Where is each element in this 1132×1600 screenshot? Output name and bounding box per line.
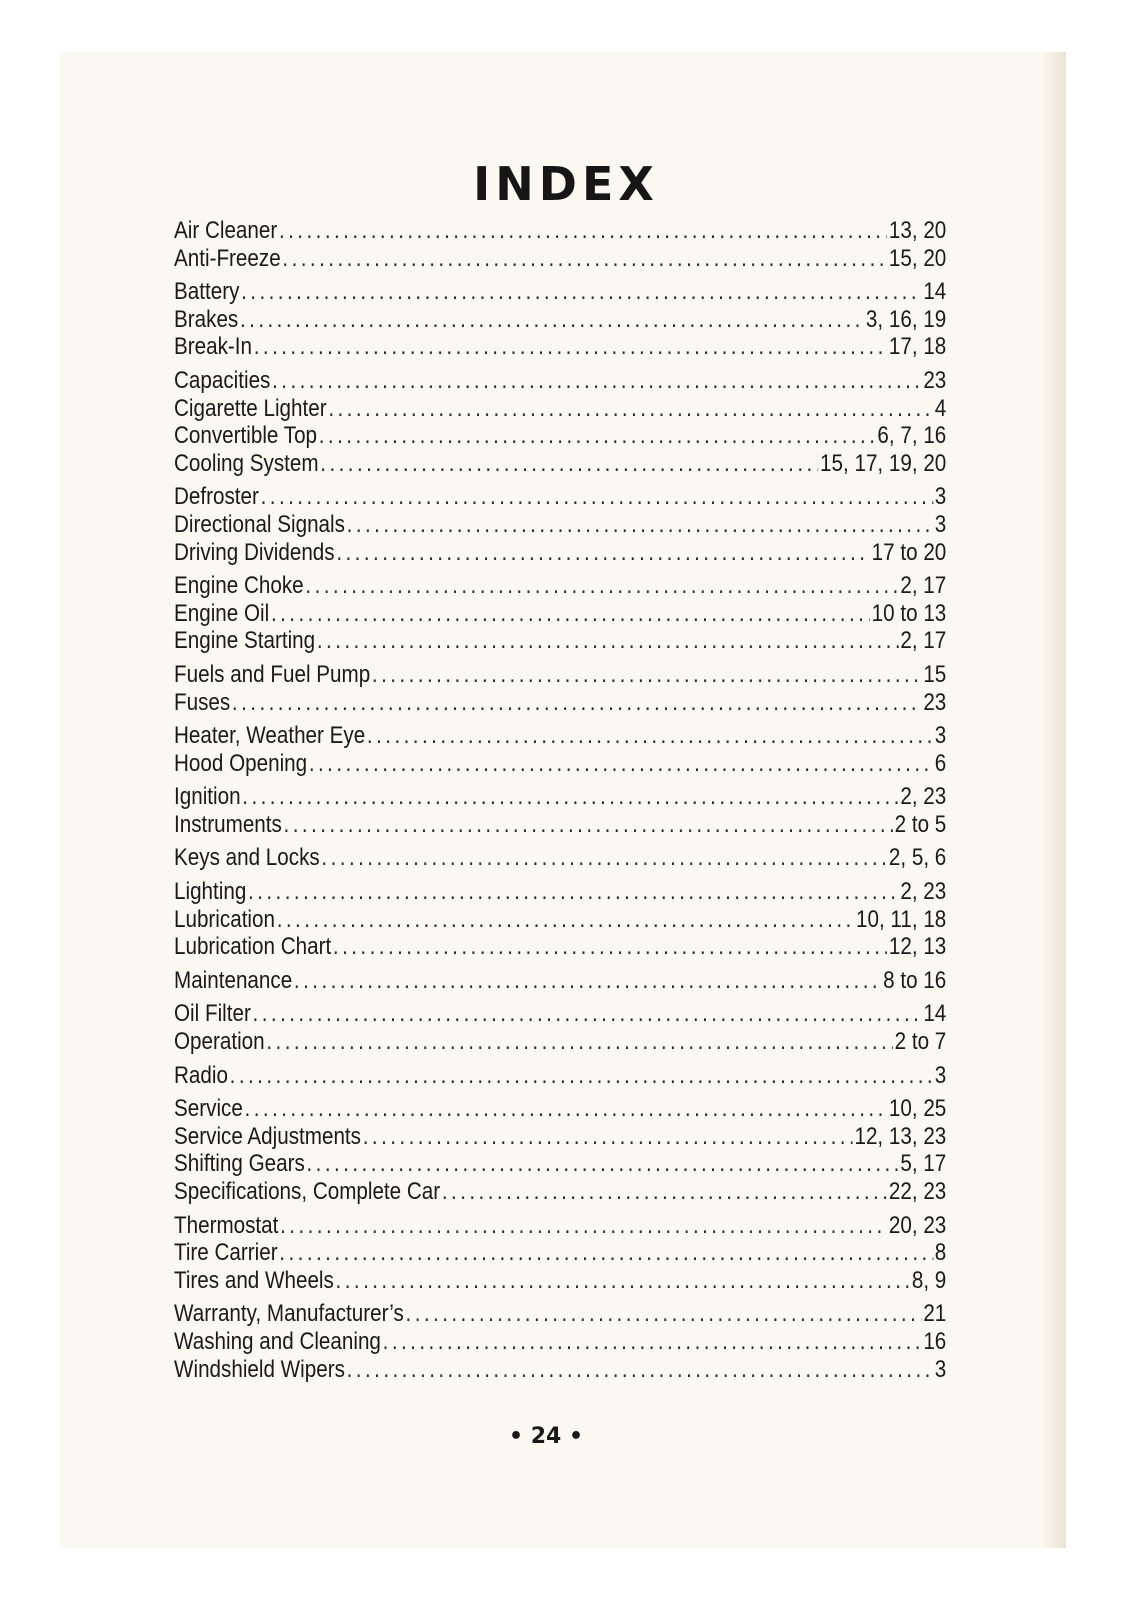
index-group	[174, 967, 946, 995]
index-term: Lighting	[174, 878, 247, 906]
index-entry	[174, 722, 946, 750]
index-entry	[174, 627, 946, 655]
dot-leader	[367, 722, 933, 750]
index-pages: 15, 17, 19, 20	[820, 449, 947, 477]
dot-leader	[266, 1028, 893, 1056]
index-pages: 23	[923, 688, 947, 716]
index-entry	[174, 967, 946, 995]
index-term: Engine Choke	[174, 572, 304, 600]
index-pages: 17 to 20	[871, 538, 947, 566]
dot-leader	[347, 1356, 933, 1384]
index-pages: 2, 17	[900, 572, 947, 600]
index-term: Defroster	[174, 483, 259, 511]
index-term: Service	[174, 1095, 243, 1123]
index-pages: 3	[934, 510, 947, 538]
dot-leader	[271, 600, 870, 628]
index-group	[174, 1062, 946, 1090]
index-term: Lubrication Chart	[174, 933, 332, 961]
index-entry	[174, 217, 946, 245]
index-pages: 2, 17	[900, 627, 947, 655]
index-group	[174, 783, 946, 838]
index-term: Directional Signals	[174, 510, 345, 538]
index-term: Fuels and Fuel Pump	[174, 660, 371, 688]
index-entry	[174, 689, 946, 717]
index-term: Oil Filter	[174, 1000, 251, 1028]
dot-leader	[336, 1267, 911, 1295]
index-pages: 14	[923, 1000, 947, 1028]
index-entry	[174, 933, 946, 961]
index-pages: 3	[934, 1355, 947, 1383]
index-pages: 3	[934, 722, 947, 750]
index-term: Fuses	[174, 688, 231, 716]
dot-leader	[253, 1000, 922, 1028]
index-group	[174, 1095, 946, 1205]
dot-leader	[372, 661, 922, 689]
index-entry	[174, 1300, 946, 1328]
index-pages: 15, 20	[888, 244, 947, 272]
index-group	[174, 217, 946, 272]
dot-leader	[282, 245, 887, 273]
index-pages: 12, 13	[888, 933, 947, 961]
index-term: Warranty, Manufacturer’s	[174, 1300, 404, 1328]
page-edge-shadow	[1040, 52, 1066, 1548]
index-group	[174, 1212, 946, 1295]
index-pages: 13, 20	[888, 217, 947, 244]
index-pages: 8, 9	[911, 1266, 947, 1294]
dot-leader	[232, 689, 922, 717]
index-entry	[174, 661, 946, 689]
dot-leader	[328, 395, 933, 423]
index-pages: 5, 17	[900, 1150, 947, 1178]
index-term: Convertible Top	[174, 422, 318, 450]
index-entry	[174, 539, 946, 567]
index-term: Tire Carrier	[174, 1239, 278, 1267]
dot-leader	[406, 1300, 922, 1328]
index-term: Washing and Cleaning	[174, 1327, 381, 1355]
index-entry	[174, 1328, 946, 1356]
index-pages: 23	[923, 366, 947, 394]
index-entry	[174, 1150, 946, 1178]
dot-leader	[333, 933, 887, 961]
dot-leader	[317, 627, 899, 655]
dot-leader	[241, 278, 921, 306]
index-entry	[174, 278, 946, 306]
index-term: Engine Starting	[174, 627, 316, 655]
index-group	[174, 844, 946, 872]
index-term: Cigarette Lighter	[174, 394, 327, 422]
dot-leader	[336, 539, 870, 567]
index-entry	[174, 1212, 946, 1240]
index-list	[174, 217, 946, 1389]
index-pages: 3	[934, 1061, 947, 1089]
index-entry	[174, 600, 946, 628]
index-pages: 2, 5, 6	[888, 844, 947, 872]
index-entry	[174, 906, 946, 934]
index-group	[174, 483, 946, 566]
index-entry	[174, 422, 946, 450]
index-term: Maintenance	[174, 966, 293, 994]
dot-leader	[363, 1123, 853, 1151]
index-term: Air Cleaner	[174, 217, 278, 244]
index-pages: 14	[923, 278, 947, 306]
index-entry	[174, 306, 946, 334]
index-pages: 17, 18	[888, 333, 947, 361]
index-entry	[174, 1000, 946, 1028]
index-term: Engine Oil	[174, 599, 270, 627]
dot-leader	[272, 367, 922, 395]
dot-leader	[319, 422, 876, 450]
index-pages: 8	[934, 1239, 947, 1267]
index-pages: 10 to 13	[871, 599, 947, 627]
dot-leader	[307, 1150, 899, 1178]
page-number: • 24 •	[508, 1424, 584, 1449]
index-pages: 2 to 7	[894, 1028, 947, 1056]
index-pages: 20, 23	[888, 1211, 947, 1239]
index-term: Shifting Gears	[174, 1150, 305, 1178]
index-pages: 8 to 16	[883, 966, 947, 994]
dot-leader	[320, 450, 818, 478]
dot-leader	[305, 572, 898, 600]
index-pages: 16	[923, 1327, 947, 1355]
index-entry	[174, 1239, 946, 1267]
index-pages: 21	[923, 1300, 947, 1328]
index-term: Anti-Freeze	[174, 244, 281, 272]
index-pages: 22, 23	[888, 1178, 947, 1205]
dot-leader	[248, 878, 899, 906]
index-pages: 3	[934, 483, 947, 511]
dot-leader	[347, 511, 933, 539]
index-group	[174, 367, 946, 477]
index-term: Specifications, Complete Car	[174, 1178, 441, 1205]
index-pages: 2, 23	[900, 878, 947, 906]
index-pages: 4	[934, 394, 947, 422]
dot-leader	[240, 306, 864, 334]
dot-leader	[230, 1062, 933, 1090]
index-term: Driving Dividends	[174, 538, 335, 566]
index-entry	[174, 750, 946, 778]
index-entry	[174, 1178, 946, 1206]
dot-leader	[254, 333, 887, 361]
index-entry	[174, 1123, 946, 1151]
index-pages: 6	[934, 749, 947, 777]
index-entry	[174, 1267, 946, 1295]
index-term: Lubrication	[174, 905, 275, 933]
index-group	[174, 1000, 946, 1055]
index-term: Operation	[174, 1028, 265, 1056]
index-group	[174, 278, 946, 361]
index-group	[174, 722, 946, 777]
index-entry	[174, 367, 946, 395]
index-term: Service Adjustments	[174, 1122, 361, 1150]
dot-leader	[284, 811, 893, 839]
dot-leader	[277, 906, 855, 934]
dot-leader	[442, 1178, 887, 1206]
index-entry	[174, 483, 946, 511]
dot-leader	[309, 750, 933, 778]
index-pages: 10, 11, 18	[855, 905, 947, 933]
index-term: Heater, Weather Eye	[174, 722, 366, 750]
index-entry	[174, 1028, 946, 1056]
index-term: Capacities	[174, 366, 271, 394]
index-pages: 2, 23	[900, 783, 947, 811]
dot-leader	[383, 1328, 922, 1356]
index-group	[174, 878, 946, 961]
index-entry	[174, 811, 946, 839]
index-group	[174, 1300, 946, 1383]
index-group	[174, 572, 946, 655]
index-pages: 12, 13, 23	[854, 1122, 947, 1150]
index-title: INDEX	[473, 157, 659, 211]
dot-leader	[279, 1239, 933, 1267]
index-entry	[174, 333, 946, 361]
index-entry	[174, 1356, 946, 1384]
dot-leader	[294, 967, 882, 995]
dot-leader	[245, 1095, 888, 1123]
index-entry	[174, 450, 946, 478]
index-entry	[174, 1095, 946, 1123]
dot-leader	[321, 844, 887, 872]
index-term: Hood Opening	[174, 749, 308, 777]
dot-leader	[261, 483, 933, 511]
index-entry	[174, 572, 946, 600]
index-entry	[174, 844, 946, 872]
index-group	[174, 661, 946, 716]
index-pages: 15	[923, 660, 947, 688]
dot-leader	[280, 1212, 887, 1240]
index-pages: 2 to 5	[894, 810, 947, 838]
index-entry	[174, 511, 946, 539]
index-entry	[174, 1062, 946, 1090]
index-entry	[174, 245, 946, 273]
index-entry	[174, 783, 946, 811]
index-pages: 10, 25	[888, 1095, 947, 1123]
index-term: Tires and Wheels	[174, 1266, 334, 1294]
index-term: Battery	[174, 278, 240, 306]
index-term: Brakes	[174, 305, 239, 333]
index-entry	[174, 395, 946, 423]
index-pages: 6, 7, 16	[877, 422, 947, 450]
index-term: Windshield Wipers	[174, 1355, 345, 1383]
dot-leader	[279, 217, 887, 245]
dot-leader	[242, 783, 898, 811]
index-term: Instruments	[174, 810, 282, 838]
index-term: Break-In	[174, 333, 253, 361]
index-entry	[174, 878, 946, 906]
index-term: Ignition	[174, 783, 241, 811]
index-term: Thermostat	[174, 1211, 279, 1239]
index-term: Cooling System	[174, 449, 319, 477]
index-term: Radio	[174, 1061, 228, 1089]
index-pages: 3, 16, 19	[865, 305, 947, 333]
index-term: Keys and Locks	[174, 844, 320, 872]
